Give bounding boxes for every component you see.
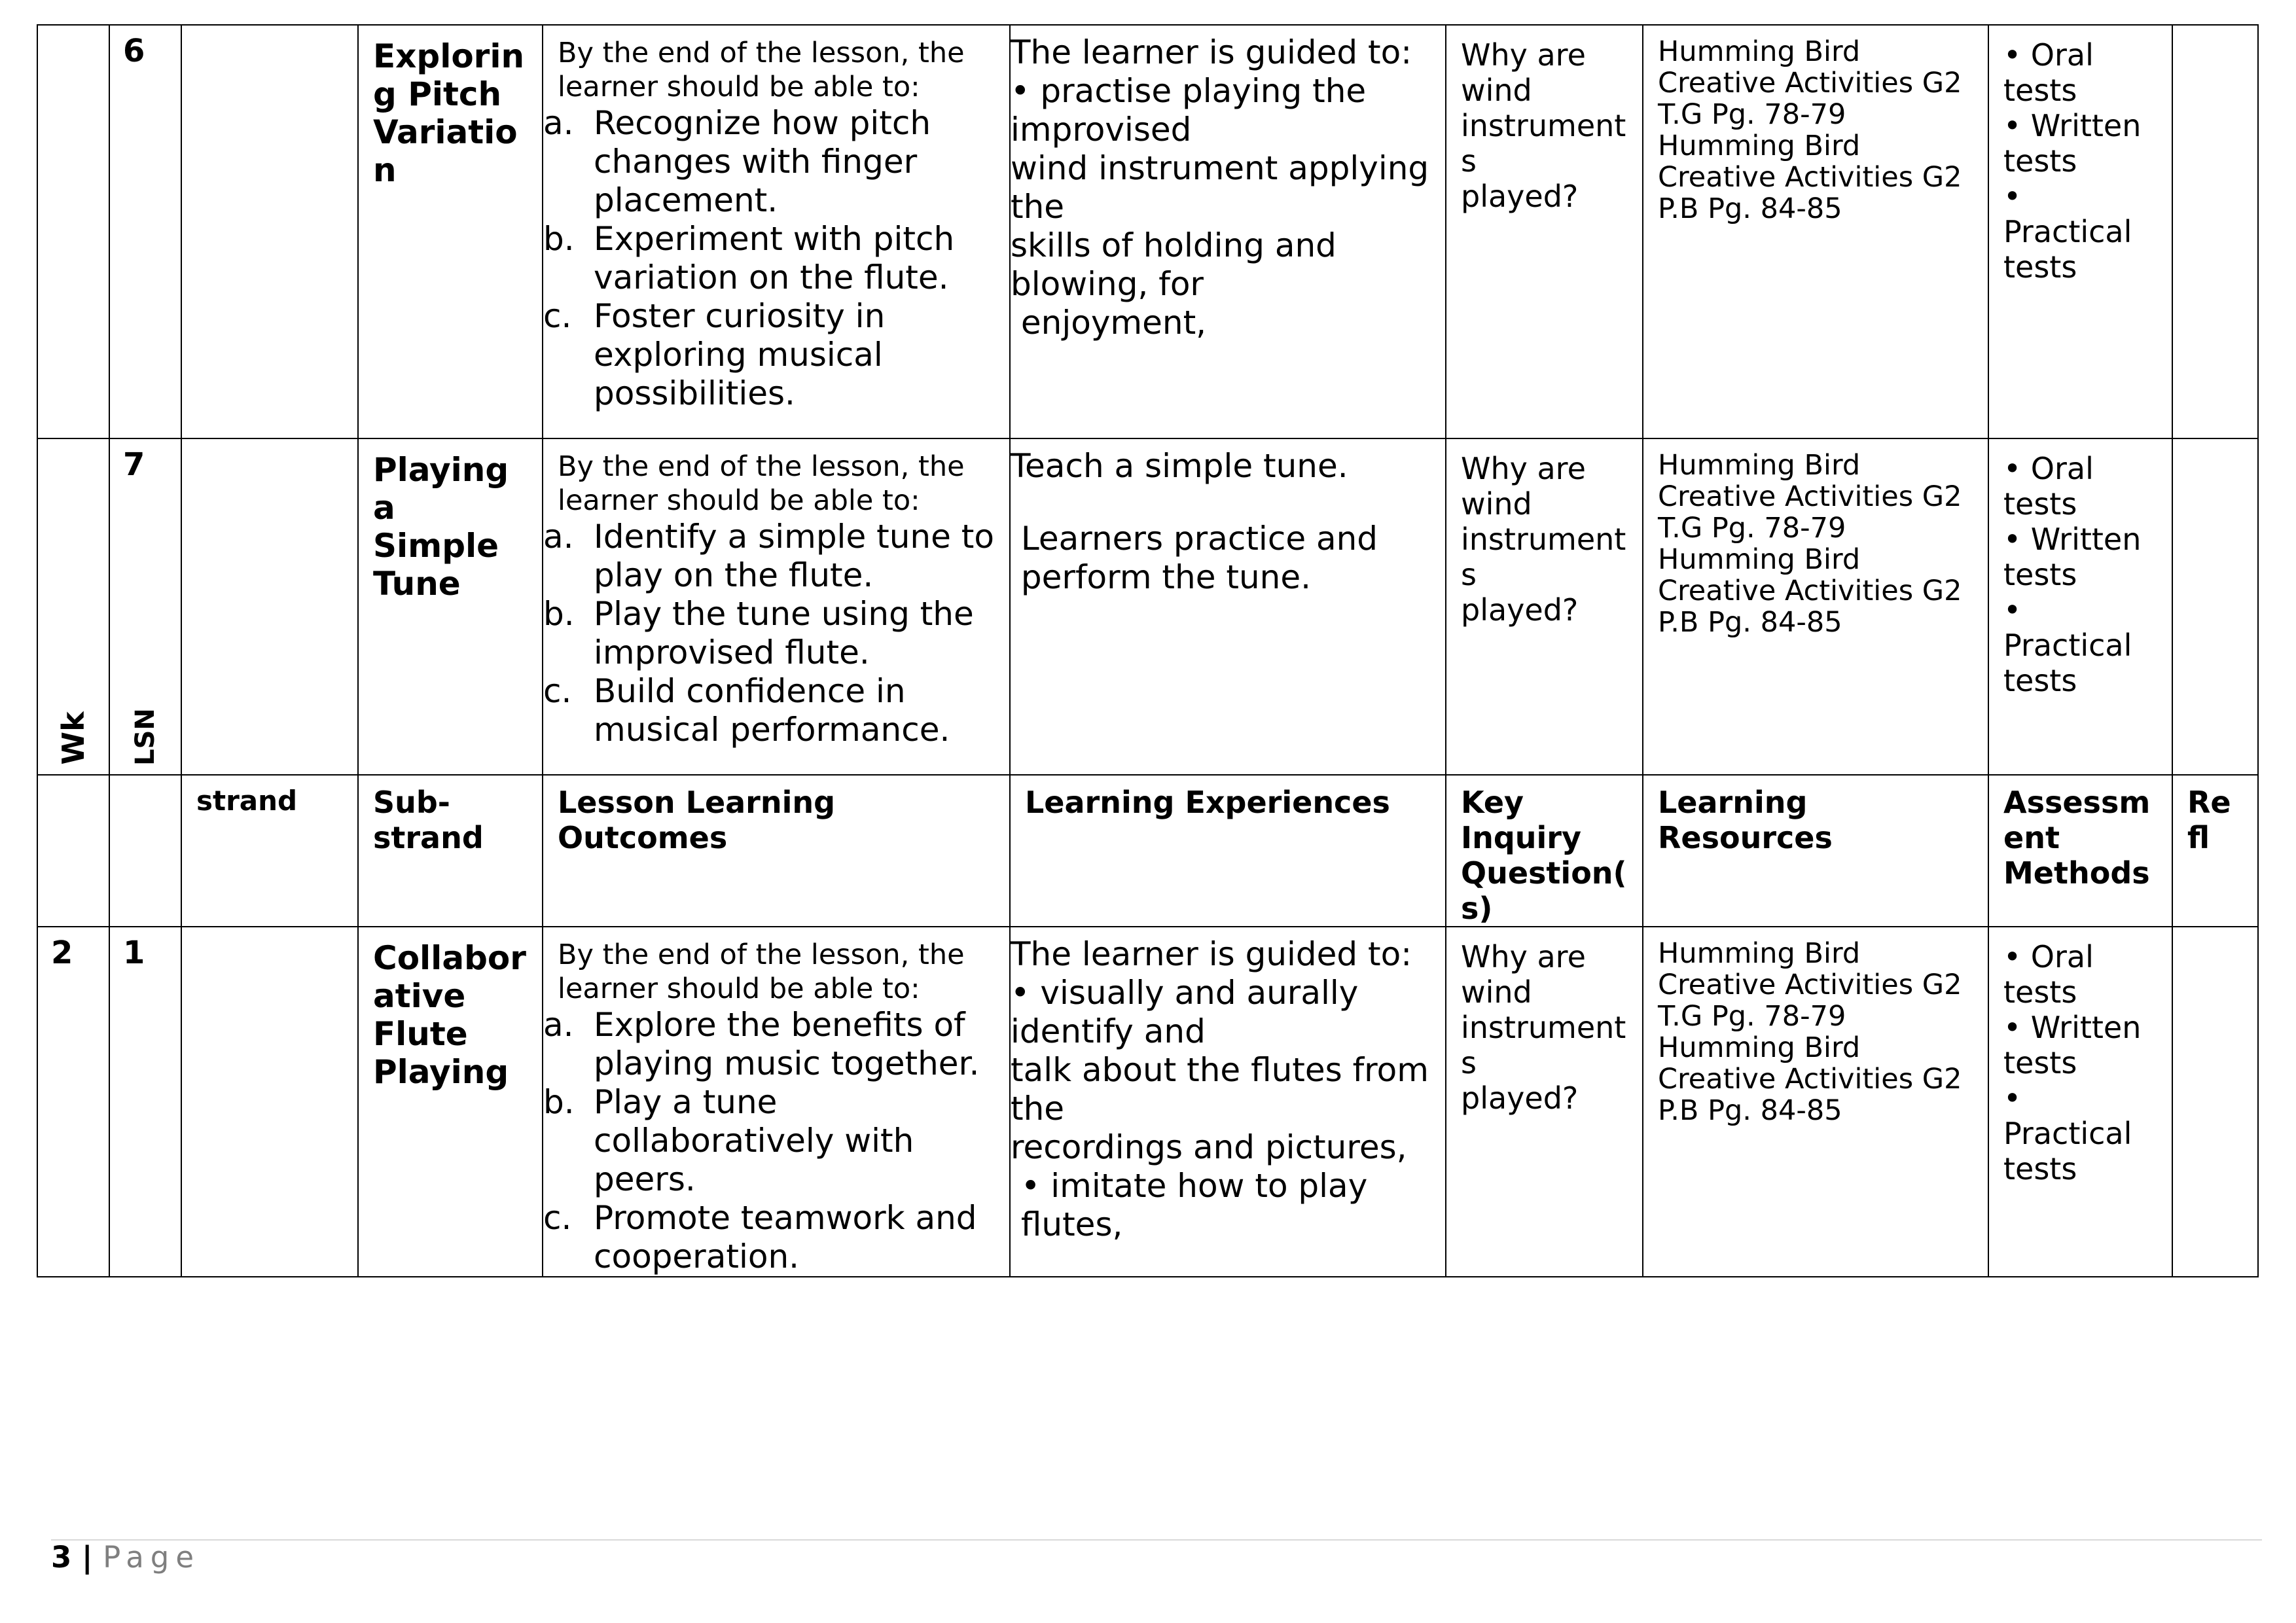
- header-assessment-methods: Assessm ent Methods: [1988, 775, 2172, 927]
- page-number: 3: [51, 1540, 72, 1575]
- outcome-item: c. Build confidence in musical performance.: [543, 672, 950, 749]
- outcome-item: a. Identify a simple tune to play on the flute.: [543, 518, 994, 594]
- lesson-row-7: [37, 438, 2258, 775]
- key-inquiry-question: Why are wind instrument s played?: [1461, 939, 1626, 1116]
- outcomes-list: [543, 518, 1009, 749]
- week-cell: [37, 927, 109, 1277]
- lesson-number: 1: [123, 935, 145, 971]
- lesson-number: 6: [123, 33, 145, 69]
- week-number: 2: [51, 935, 73, 971]
- strand-cell: [181, 438, 358, 775]
- assessment-methods: • Oral tests • Written tests • Practical tests: [2003, 37, 2142, 285]
- header-learning-experiences: Learning Experiences: [1010, 775, 1446, 927]
- learning-experiences: The learner is guided to: • practise playing the improvised wind instrument applying the skills of holding and blowing, for enjoyment,: [1011, 33, 1429, 342]
- reflection-cell: [2172, 25, 2258, 438]
- sub-strand-title: Playing a Simple Tune: [373, 451, 509, 603]
- learning-resources: Humming Bird Creative Activities G2 T.G Pg. 78-79 Humming Bird Creative Activities G2 P.B Pg. 84-85: [1658, 35, 1962, 225]
- lesson-number: 7: [123, 446, 145, 483]
- learning-experiences: Teach a simple tune. Learners practice and perform the tune.: [1011, 447, 1378, 596]
- table-header-row: [37, 775, 2258, 927]
- assessment-methods-cell: [1988, 927, 2172, 1277]
- page-separator: |: [71, 1540, 103, 1575]
- reflection-cell: [2172, 927, 2258, 1277]
- outcome-item: b. Play the tune using the improvised flute.: [543, 595, 974, 671]
- header-reflection: Re fl: [2172, 775, 2258, 927]
- sub-strand-cell: [358, 25, 543, 438]
- strand-cell: [181, 927, 358, 1277]
- outcomes-list: [543, 104, 1009, 413]
- footer-divider: [51, 1539, 2262, 1541]
- learning-outcomes-cell: [543, 25, 1010, 438]
- outcome-item: b. Play a tune collaboratively with peers.: [543, 1083, 914, 1198]
- sub-strand-cell: [358, 927, 543, 1277]
- learning-resources-cell: [1643, 927, 1988, 1277]
- reflection-cell: [2172, 438, 2258, 775]
- outcome-item: a. Recognize how pitch changes with finger placement.: [543, 104, 931, 219]
- learning-resources: Humming Bird Creative Activities G2 T.G Pg. 78-79 Humming Bird Creative Activities G2 P.B Pg. 84-85: [1658, 449, 1962, 639]
- sub-strand-cell: [358, 438, 543, 775]
- learning-resources-cell: [1643, 25, 1988, 438]
- assessment-methods-cell: [1988, 25, 2172, 438]
- header-lesson: LSN: [109, 775, 181, 927]
- outcome-item: b. Experiment with pitch variation on the flute.: [543, 220, 955, 296]
- learning-outcomes-cell: [543, 927, 1010, 1277]
- learning-experiences-cell: [1010, 438, 1446, 775]
- lesson-number-cell: [109, 927, 181, 1277]
- scheme-of-work-table: [37, 24, 2259, 1277]
- lesson-number-cell: [109, 25, 181, 438]
- assessment-methods-cell: [1988, 438, 2172, 775]
- outcomes-intro: By the end of the lesson, the learner should be able to:: [558, 938, 965, 1005]
- week-cell: [37, 25, 109, 438]
- page-footer: [51, 1538, 200, 1577]
- lesson-row-6: [37, 25, 2258, 438]
- page-label: Page: [103, 1540, 201, 1575]
- header-strand: strand: [181, 775, 358, 927]
- key-inquiry-cell: [1446, 927, 1643, 1277]
- outcomes-intro: By the end of the lesson, the learner should be able to:: [558, 450, 965, 517]
- header-sub-strand: Sub- strand: [358, 775, 543, 927]
- lesson-row-week2-1: [37, 927, 2258, 1277]
- header-week: Wk: [37, 775, 109, 927]
- key-inquiry-cell: [1446, 25, 1643, 438]
- learning-experiences-cell: [1010, 25, 1446, 438]
- learning-resources: Humming Bird Creative Activities G2 T.G Pg. 78-79 Humming Bird Creative Activities G2 P.B Pg. 84-85: [1658, 937, 1962, 1127]
- key-inquiry-question: Why are wind instrument s played?: [1461, 37, 1626, 214]
- outcome-item: a. Explore the benefits of playing music together.: [543, 1006, 980, 1082]
- sub-strand-title: Explorin g Pitch Variatio n: [373, 37, 525, 189]
- assessment-methods: • Oral tests • Written tests • Practical tests: [2003, 939, 2142, 1186]
- key-inquiry-question: Why are wind instrument s played?: [1461, 451, 1626, 628]
- header-key-inquiry: Key Inquiry Question( s): [1446, 775, 1643, 927]
- key-inquiry-cell: [1446, 438, 1643, 775]
- assessment-methods: • Oral tests • Written tests • Practical tests: [2003, 451, 2142, 698]
- header-learning-resources: Learning Resources: [1643, 775, 1988, 927]
- outcomes-intro: By the end of the lesson, the learner should be able to:: [558, 37, 965, 103]
- learning-experiences-cell: [1010, 927, 1446, 1277]
- outcome-item: c. Foster curiosity in exploring musical possibilities.: [543, 297, 886, 412]
- outcome-item: c. Promote teamwork and cooperation.: [543, 1199, 977, 1275]
- learning-experiences: The learner is guided to: • visually and aurally identify and talk about the flutes from the recordings and pictures, • imitate how to play flutes,: [1011, 935, 1429, 1243]
- learning-resources-cell: [1643, 438, 1988, 775]
- outcomes-list: [543, 1006, 1009, 1276]
- sub-strand-title: Collabor ative Flute Playing: [373, 939, 526, 1091]
- header-learning-outcomes: Lesson Learning Outcomes: [543, 775, 1010, 927]
- learning-outcomes-cell: [543, 438, 1010, 775]
- strand-cell: [181, 25, 358, 438]
